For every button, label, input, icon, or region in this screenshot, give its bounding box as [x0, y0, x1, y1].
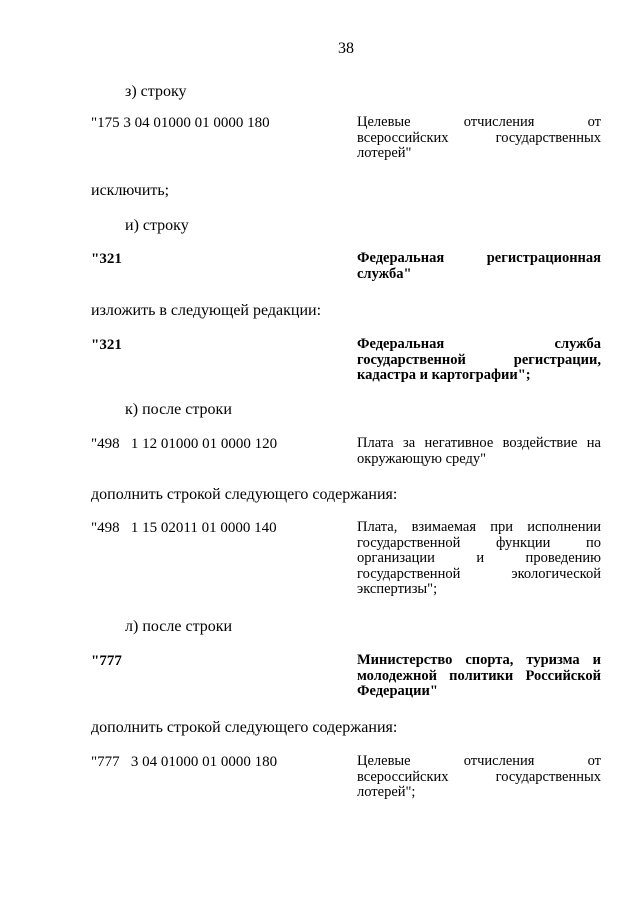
page-number: 38	[338, 40, 354, 57]
item-i2-code: "321	[91, 337, 122, 353]
item-k-label: к) после строки	[125, 401, 232, 418]
desc-line: всероссийских государственных	[357, 129, 601, 146]
item-i2-description	[357, 337, 601, 384]
desc-line: служба"	[357, 265, 412, 282]
edit-text: изложить в следующей редакции:	[91, 302, 322, 319]
item-z-description	[357, 115, 601, 162]
item-l-code: "777	[91, 653, 122, 669]
desc-line: молодежной политики Российской	[357, 667, 601, 684]
item-k-description	[357, 436, 601, 467]
desc-line: окружающую среду"	[357, 450, 487, 467]
desc-line: Плата за негативное воздействие на	[357, 435, 601, 451]
add-row-text-2: дополнить строкой следующего содержания:	[91, 719, 398, 736]
item-i-description	[357, 251, 601, 282]
desc-line: экспертизы";	[357, 581, 438, 597]
item-l2-description	[357, 754, 601, 801]
desc-line: лотерей"	[357, 145, 412, 161]
desc-line: Министерство спорта, туризма и	[357, 652, 601, 668]
desc-line: Целевые отчисления от	[357, 753, 601, 769]
desc-line: Целевые отчисления от	[357, 114, 601, 130]
desc-line: государственной регистрации,	[357, 351, 601, 368]
desc-line: государственной экологической	[357, 565, 601, 582]
item-i-code: "321	[91, 251, 122, 267]
desc-line: лотерей";	[357, 784, 416, 800]
exclude-text: исключить;	[91, 182, 170, 199]
desc-line: кадастра и картографии";	[357, 367, 531, 383]
desc-line: организации и проведению	[357, 550, 601, 566]
item-z-code: "175 3 04 01000 01 0000 180	[91, 115, 270, 131]
item-k2-code: "498 1 15 02011 01 0000 140	[91, 520, 277, 536]
item-k2-description	[357, 520, 601, 598]
desc-line: Федеральная служба	[357, 336, 601, 352]
add-row-text-1: дополнить строкой следующего содержания:	[91, 486, 398, 503]
desc-line: Федерации"	[357, 683, 438, 699]
item-l-description	[357, 653, 601, 700]
item-l-label: л) после строки	[125, 618, 233, 635]
desc-line: всероссийских государственных	[357, 768, 601, 785]
item-i-label: и) строку	[125, 217, 189, 234]
item-k-code: "498 1 12 01000 01 0000 120	[91, 436, 278, 452]
desc-line: Плата, взимаемая при исполнении	[357, 519, 601, 535]
desc-line: Федеральная регистрационная	[357, 250, 601, 266]
item-l2-code: "777 3 04 01000 01 0000 180	[91, 754, 278, 770]
item-z-label: з) строку	[125, 83, 187, 100]
desc-line: государственной функции по	[357, 534, 601, 551]
